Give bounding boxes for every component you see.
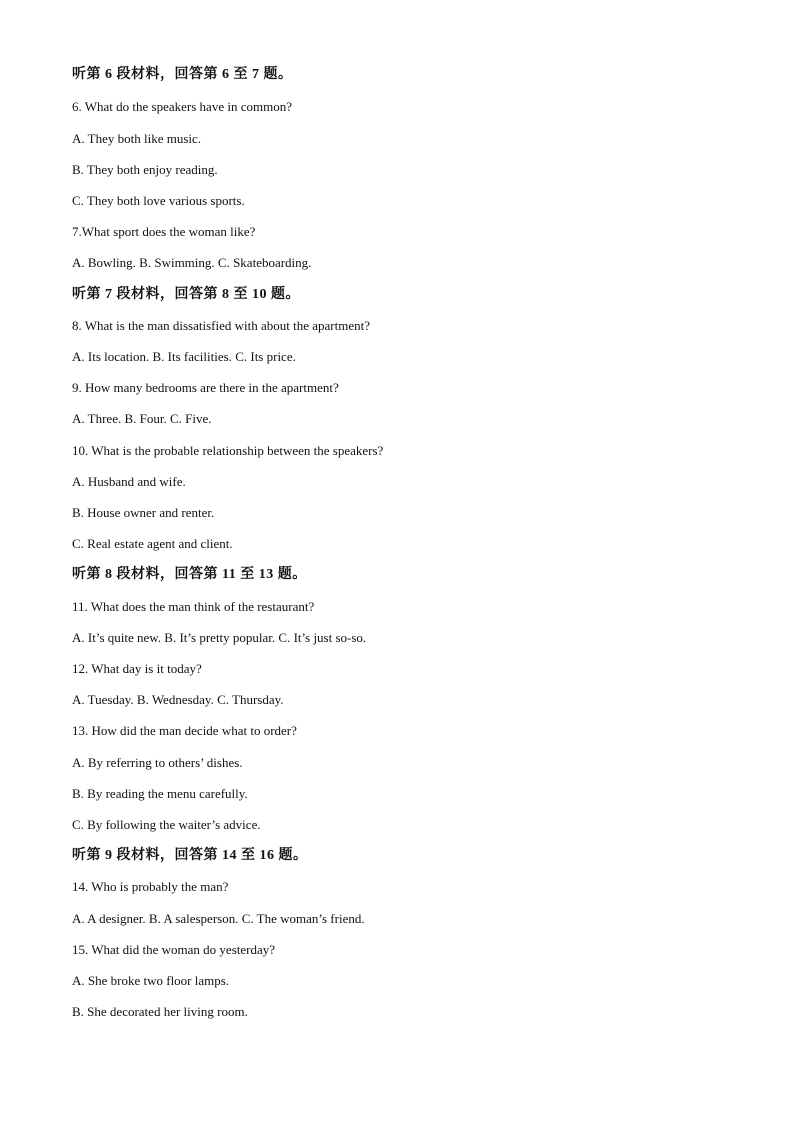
option-10b: B. House owner and renter. bbox=[72, 505, 215, 520]
question-15: 15. What did the woman do yesterday? bbox=[72, 942, 276, 957]
option-10c: C. Real estate agent and client. bbox=[72, 536, 233, 551]
question-6: 6. What do the speakers have in common? bbox=[72, 99, 292, 114]
section-heading-7: 听第 7 段材料，回答第 8 至 10 题。 bbox=[72, 287, 300, 302]
section-heading-8: 听第 8 段材料，回答第 11 至 13 题。 bbox=[72, 567, 307, 582]
question-12: 12. What day is it today? bbox=[72, 661, 202, 676]
option-15b: B. She decorated her living room. bbox=[72, 1004, 248, 1019]
option-10a: A. Husband and wife. bbox=[72, 474, 186, 489]
option-6b: B. They both enjoy reading. bbox=[72, 162, 218, 177]
options-8: A. Its location. B. Its facilities. C. Its price. bbox=[72, 349, 296, 364]
question-9: 9. How many bedrooms are there in the apartment? bbox=[72, 380, 339, 395]
options-9: A. Three. B. Four. C. Five. bbox=[72, 411, 212, 426]
option-6c: C. They both love various sports. bbox=[72, 193, 245, 208]
options-11: A. It’s quite new. B. It’s pretty popular. C. It’s just so-so. bbox=[72, 630, 367, 645]
question-14: 14. Who is probably the man? bbox=[72, 879, 229, 894]
question-10: 10. What is the probable relationship between the speakers? bbox=[72, 443, 384, 458]
option-13c: C. By following the waiter’s advice. bbox=[72, 817, 261, 832]
option-13b: B. By reading the menu carefully. bbox=[72, 786, 248, 801]
section-heading-9: 听第 9 段材料，回答第 14 至 16 题。 bbox=[72, 848, 308, 863]
question-8: 8. What is the man dissatisfied with about the apartment? bbox=[72, 318, 370, 333]
option-13a: A. By referring to others’ dishes. bbox=[72, 755, 243, 770]
options-12: A. Tuesday. B. Wednesday. C. Thursday. bbox=[72, 692, 284, 707]
option-15a: A. She broke two floor lamps. bbox=[72, 973, 230, 988]
question-13: 13. How did the man decide what to order? bbox=[72, 723, 297, 738]
options-7: A. Bowling. B. Swimming. C. Skateboarding. bbox=[72, 255, 312, 270]
question-7: 7.What sport does the woman like? bbox=[72, 224, 256, 239]
section-heading-6: 听第 6 段材料，回答第 6 至 7 题。 bbox=[72, 67, 293, 82]
question-11: 11. What does the man think of the restaurant? bbox=[72, 599, 315, 614]
options-14: A. A designer. B. A salesperson. C. The woman’s friend. bbox=[72, 911, 365, 926]
option-6a: A. They both like music. bbox=[72, 131, 202, 146]
